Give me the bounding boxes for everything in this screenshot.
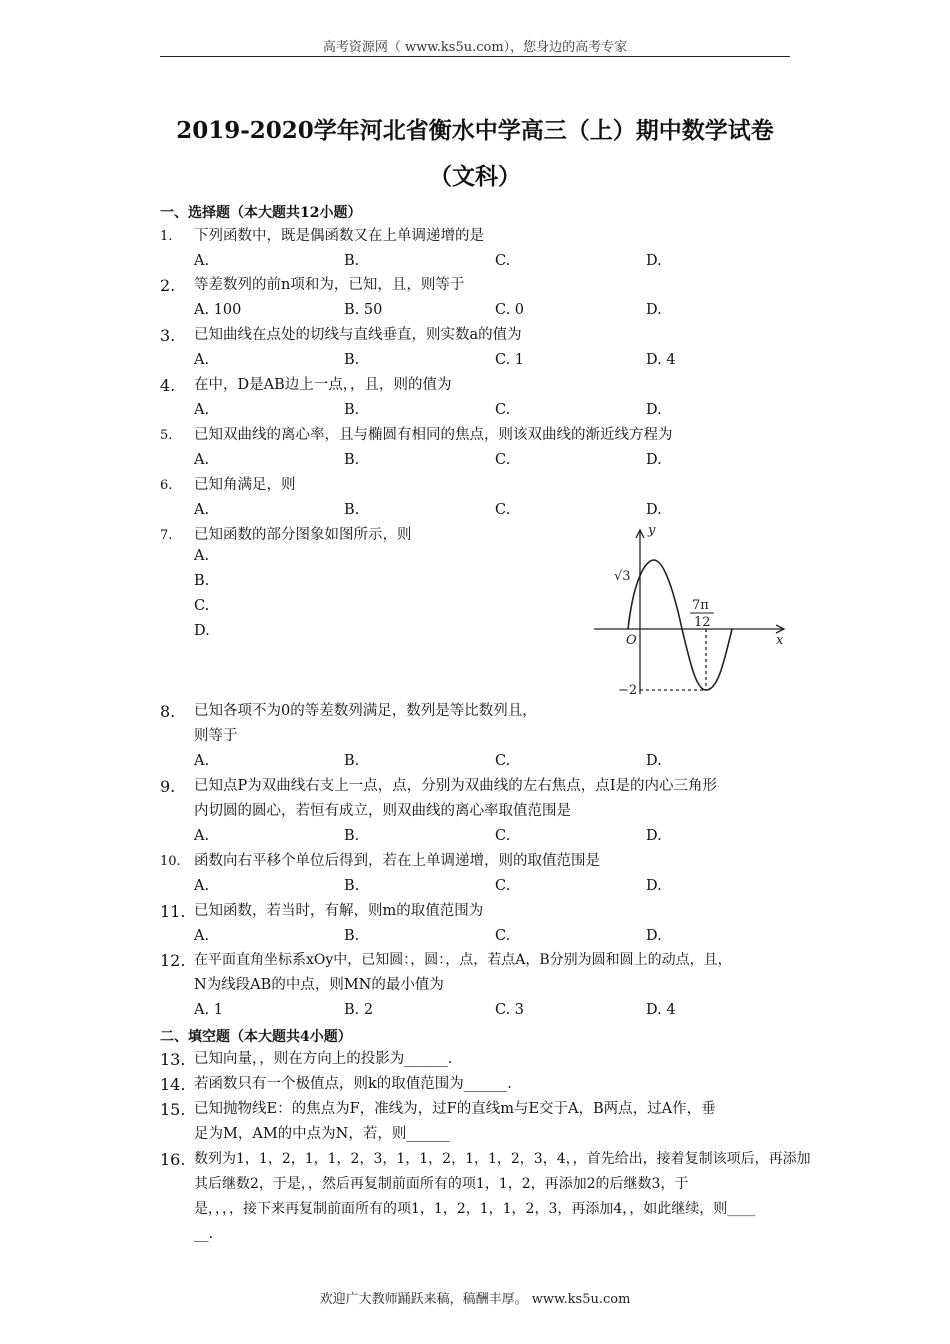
option-d: D. xyxy=(646,452,662,468)
option-b: B. 2 xyxy=(344,1002,374,1018)
page-title: 2019-2020学年河北省衡水中学高三（上）期中数学试卷 xyxy=(176,117,774,144)
question-number: 2. xyxy=(160,276,176,295)
question-text: 已知角满足，则 xyxy=(194,477,296,493)
option-d: D. xyxy=(646,878,662,894)
section-fill-heading: 二、填空题（本大题共4小题） xyxy=(160,1029,352,1045)
option-a: A. xyxy=(194,352,210,368)
option-c: C. xyxy=(495,828,511,844)
option-b: B. xyxy=(344,452,360,468)
option-c: C. 0 xyxy=(495,302,525,318)
option-a: A. xyxy=(194,452,210,468)
question-6-options xyxy=(194,498,794,523)
question-number: 7. xyxy=(160,528,173,543)
fraction-numerator: 7π xyxy=(692,598,709,613)
question-text-line2: N为线段AB的中点，则MN的最小值为 xyxy=(194,977,444,993)
option-d: D. xyxy=(194,623,210,639)
option-a: A. 1 xyxy=(194,1002,223,1018)
option-c: C. xyxy=(495,502,511,518)
question-number: 12. xyxy=(160,951,186,970)
option-b: B. xyxy=(344,753,360,769)
option-a: A. xyxy=(194,828,210,844)
question-4-options xyxy=(194,398,794,423)
question-number: 14. xyxy=(160,1075,186,1094)
question-text: 已知曲线在点处的切线与直线垂直，则实数a的值为 xyxy=(194,327,522,343)
option-d: D. 4 xyxy=(646,352,676,368)
option-a: A. xyxy=(194,753,210,769)
question-text-line2: 内切圆的圆心，若恒有成立，则双曲线的离心率取值范围是 xyxy=(194,803,571,819)
question-11-options xyxy=(194,924,794,949)
question-number: 5. xyxy=(160,428,173,443)
question-1-options xyxy=(194,249,794,274)
question-8-options xyxy=(194,749,794,774)
question-number: 4. xyxy=(160,376,176,395)
question-text-line2: 则等于 xyxy=(194,728,238,744)
option-a: A. xyxy=(194,402,210,418)
question-8 xyxy=(160,699,800,749)
question-text: 已知双曲线的离心率，且与椭圆有相同的焦点，则该双曲线的渐近线方程为 xyxy=(194,427,673,443)
question-text-line2: 其后继数2，于是，，然后再复制前面所有的项1，1，2，再添加2的后继数3，于 xyxy=(194,1176,689,1192)
option-b: B. xyxy=(344,502,360,518)
question-number: 3. xyxy=(160,326,176,345)
option-d: D. xyxy=(646,502,662,518)
option-c: C. xyxy=(194,598,210,614)
question-text-line2: 足为M，AM的中点为N，若，则______ xyxy=(194,1126,450,1142)
option-c: C. xyxy=(495,452,511,468)
question-number: 6. xyxy=(160,478,173,493)
question-10-options xyxy=(194,874,794,899)
x-axis-label: x xyxy=(776,633,784,648)
option-d: D. xyxy=(646,402,662,418)
question-text-line1: 已知抛物线E：的焦点为F，准线为，过F的直线m与E交于A，B两点，过A作，垂 xyxy=(194,1101,716,1117)
option-b: B. xyxy=(344,878,360,894)
option-b: B. xyxy=(344,352,360,368)
option-a: A. xyxy=(194,253,210,269)
question-text: 已知函数，若当时，有解，则m的取值范围为 xyxy=(194,903,484,919)
option-d: D. 4 xyxy=(646,1002,676,1018)
option-c: C. xyxy=(495,253,511,269)
curve xyxy=(628,560,732,690)
question-3-options xyxy=(194,348,794,373)
question-text-line1: 已知点P为双曲线右支上一点，点，分别为双曲线的左右焦点，点I是的内心三角形 xyxy=(194,778,717,794)
question-16 xyxy=(160,1147,811,1247)
question-text: 已知函数的部分图象如图所示，则 xyxy=(194,527,412,543)
question-number: 8. xyxy=(160,702,176,721)
origin-label: O xyxy=(626,633,637,648)
question-text-line4: __. xyxy=(194,1226,214,1242)
question-9-options xyxy=(194,824,794,849)
question-number: 9. xyxy=(160,777,176,796)
option-b: B. xyxy=(344,402,360,418)
option-b: B. 50 xyxy=(344,302,383,318)
option-d: D. xyxy=(646,253,662,269)
question-number: 15. xyxy=(160,1100,186,1119)
question-number: 10. xyxy=(160,854,181,869)
page-header: 高考资源网（ www.ks5u.com），您身边的高考专家 xyxy=(322,40,628,55)
question-number: 13. xyxy=(160,1050,186,1069)
option-a: A. xyxy=(194,548,210,564)
question-2-options xyxy=(194,298,794,323)
page-footer: 欢迎广大教师踊跃来稿，稿酬丰厚。 www.ks5u.com xyxy=(319,1292,631,1307)
fraction-denominator: 12 xyxy=(694,615,711,630)
option-d: D. xyxy=(646,928,662,944)
ymin-label: −2 xyxy=(618,683,638,698)
question-text-line1: 在平面直角坐标系xOy中，已知圆：，圆：，点，若点A，B分别为圆和圆上的动点，且， xyxy=(194,952,732,968)
question-text-line3: 是，，，，接下来再复制前面所有的项1，1，2，1，1，2，3，再添加4，，如此继续，则____ xyxy=(194,1201,756,1217)
page-subtitle: （文科） xyxy=(429,163,521,190)
question-text: 已知向量，，则在方向上的投影为______. xyxy=(194,1051,453,1067)
function-graph xyxy=(588,522,798,702)
header-rule xyxy=(160,56,790,57)
question-15 xyxy=(160,1097,800,1147)
question-number: 16. xyxy=(160,1150,186,1169)
option-c: C. 3 xyxy=(495,1002,525,1018)
option-c: C. 1 xyxy=(495,352,525,368)
section-choice-heading: 一、选择题（本大题共12小题） xyxy=(160,205,362,221)
question-text: 等差数列的前n项和为，已知，且，则等于 xyxy=(194,277,465,293)
question-text: 在中，D是AB边上一点，，且，则的值为 xyxy=(194,377,452,393)
option-b: B. xyxy=(344,828,360,844)
option-c: C. xyxy=(495,928,511,944)
question-text: 函数向右平移个单位后得到，若在上单调递增，则的取值范围是 xyxy=(194,853,600,869)
option-d: D. xyxy=(646,753,662,769)
option-b: B. xyxy=(194,573,210,589)
question-number: 11. xyxy=(160,902,186,921)
option-c: C. xyxy=(495,878,511,894)
option-a: A. xyxy=(194,878,210,894)
question-5-options xyxy=(194,448,794,473)
question-text-line1: 已知各项不为0的等差数列满足，数列是等比数列且， xyxy=(194,703,537,719)
option-c: C. xyxy=(495,402,511,418)
option-b: B. xyxy=(344,928,360,944)
option-c: C. xyxy=(495,753,511,769)
question-text: 下列函数中，既是偶函数又在上单调递增的是 xyxy=(194,228,484,244)
option-a: A. 100 xyxy=(194,302,242,318)
question-12-options xyxy=(194,998,794,1023)
question-number: 1. xyxy=(160,229,173,244)
option-b: B. xyxy=(344,253,360,269)
option-d: D. xyxy=(646,828,662,844)
question-text: 若函数只有一个极值点，则k的取值范围为______. xyxy=(194,1076,512,1092)
question-12 xyxy=(160,948,800,998)
option-d: D. xyxy=(646,302,662,318)
option-a: A. xyxy=(194,502,210,518)
sqrt3-label: √3 xyxy=(614,569,631,584)
option-a: A. xyxy=(194,928,210,944)
question-text-line1: 数列为1，1，2，1，1，2，3，1，1，2，1，1，2，3，4，，首先给出，接着复制该项后，再添加 xyxy=(194,1151,811,1167)
question-9 xyxy=(160,774,800,824)
y-axis-label: y xyxy=(648,523,656,538)
